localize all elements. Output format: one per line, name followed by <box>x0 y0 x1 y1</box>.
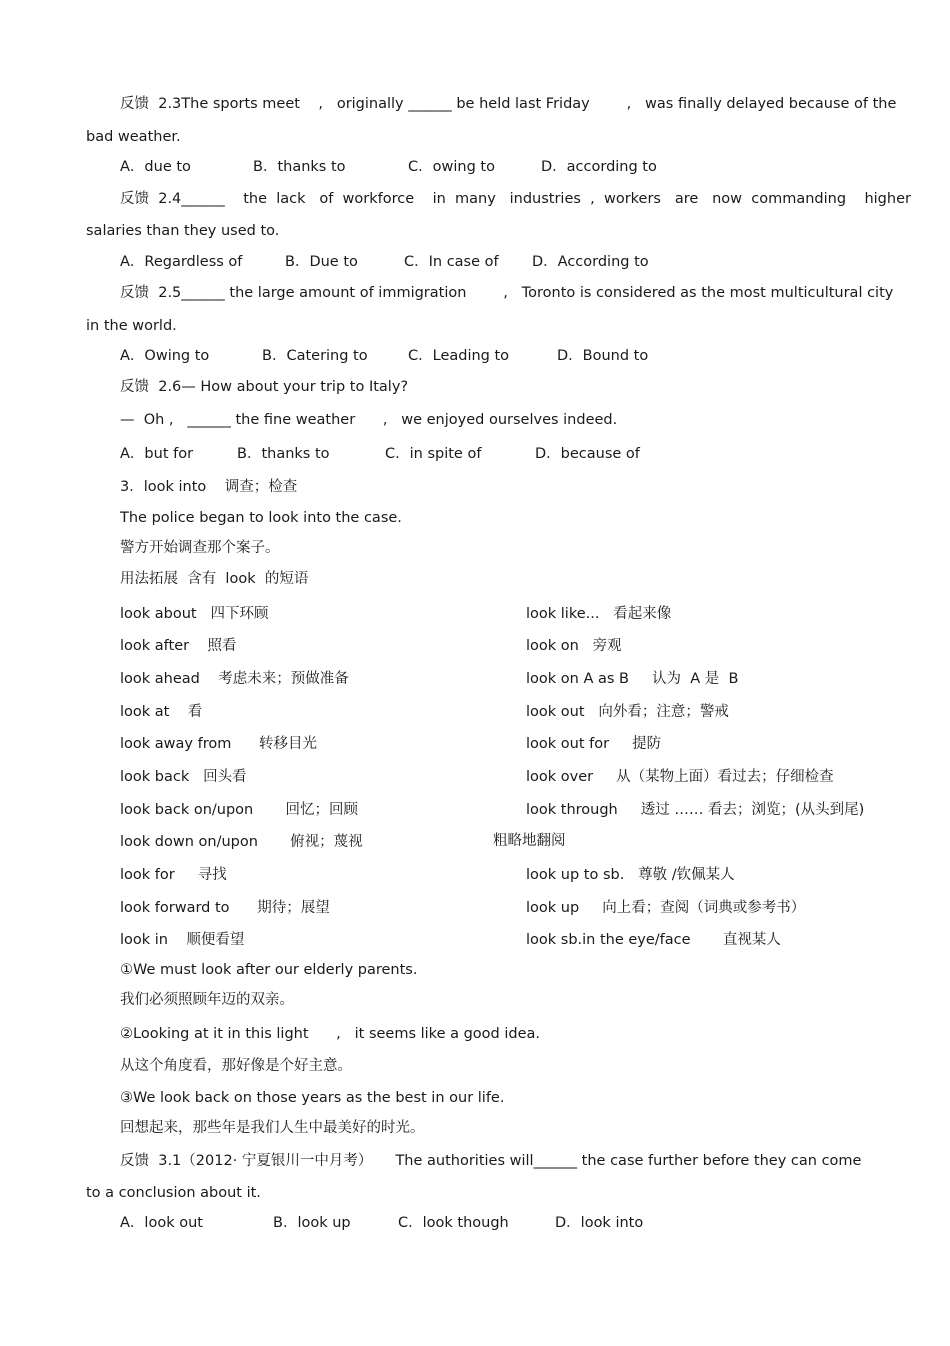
option-c: C．owing to <box>408 159 495 175</box>
phrase-item: look forward to 期待；展望 <box>120 900 330 916</box>
phrase-item: look up 向上看；查阅（词典或参考书） <box>526 900 806 916</box>
phrase-item: look about 四下环顾 <box>120 606 269 622</box>
example-translation: 警方开始调查那个案子。 <box>120 540 280 556</box>
question-2-6-reply: — Oh , ______ the fine weather , we enjoyed ourselves indeed. <box>120 412 618 428</box>
phrase-item: look out for 提防 <box>526 736 662 752</box>
phrase-item: look on A as B 认为 A 是 B <box>526 671 739 687</box>
phrase-item: look on 旁观 <box>526 638 622 654</box>
question-2-3-stem-cont: bad weather. <box>86 129 181 145</box>
phrase-item: look at 看 <box>120 704 203 720</box>
option-c: C．look though <box>398 1215 509 1231</box>
question-2-6-stem: 反馈 2.6— How about your trip to Italy? <box>120 379 409 395</box>
phrase-item: look up to sb. 尊敬 /钦佩某人 <box>526 867 735 883</box>
option-b: B．Due to <box>285 254 358 270</box>
phrase-item: look out 向外看；注意；警戒 <box>526 704 729 720</box>
option-d: D．according to <box>541 159 657 175</box>
option-b: B．look up <box>273 1215 351 1231</box>
option-a: A．but for <box>120 446 194 462</box>
question-2-5-stem-cont: in the world. <box>86 318 177 334</box>
option-b: B．thanks to <box>237 446 330 462</box>
option-a: A．Owing to <box>120 348 210 364</box>
phrase-item-cont: 粗略地翻阅 <box>493 833 566 849</box>
example-translation: 从这个角度看，那好像是个好主意。 <box>120 1058 352 1074</box>
example-translation: 我们必须照顾年迈的双亲。 <box>120 992 294 1008</box>
question-2-5-stem: 反馈 2.5______ the large amount of immigration , Toronto is considered as the most multicultural city <box>120 285 894 301</box>
option-d: D．because of <box>535 446 640 462</box>
phrase-item: look through 透过 …… 看去；浏览；(从头到尾) <box>526 802 865 818</box>
question-2-3-stem: 反馈 2.3The sports meet , originally ______ be held last Friday , was finally delayed because of the <box>120 96 897 112</box>
example-sentence: The police began to look into the case. <box>120 510 402 526</box>
phrase-item: look away from 转移目光 <box>120 736 317 752</box>
phrase-item: look in 顺便看望 <box>120 932 245 948</box>
phrase-item: look back 回头看 <box>120 769 247 785</box>
phrase-item: look ahead 考虑未来；预做准备 <box>120 671 349 687</box>
phrase-item: look over 从（某物上面）看过去；仔细检查 <box>526 769 834 785</box>
option-a: A．look out <box>120 1215 203 1231</box>
option-b: B．Catering to <box>262 348 368 364</box>
question-3-1-stem-cont: to a conclusion about it. <box>86 1185 261 1201</box>
option-a: A．due to <box>120 159 191 175</box>
option-d: D．According to <box>532 254 649 270</box>
question-2-4-stem-cont: salaries than they used to. <box>86 223 280 239</box>
usage-extension-title: 用法拓展 含有 look 的短语 <box>120 571 309 587</box>
option-d: D．Bound to <box>557 348 649 364</box>
option-d: D．look into <box>555 1215 644 1231</box>
phrase-item: look sb.in the eye/face 直视某人 <box>526 932 781 948</box>
question-3-1-stem: 反馈 3.1（2012· 宁夏银川一中月考） The authorities will______ the case further before they can come <box>120 1153 862 1169</box>
phrase-item: look for 寻找 <box>120 867 227 883</box>
phrase-item: look back on/upon 回忆；回顾 <box>120 802 359 818</box>
option-c: C．in spite of <box>385 446 482 462</box>
example-sentence: ①We must look after our elderly parents. <box>120 962 418 978</box>
phrase-item: look down on/upon 俯视；蔑视 <box>120 834 363 850</box>
example-sentence: ②Looking at it in this light , it seems like a good idea. <box>120 1026 540 1042</box>
option-c: C．In case of <box>404 254 499 270</box>
example-translation: 回想起来，那些年是我们人生中最美好的时光。 <box>120 1120 425 1136</box>
option-a: A．Regardless of <box>120 254 243 270</box>
option-b: B．thanks to <box>253 159 346 175</box>
question-2-4-stem: 反馈 2.4______ the lack of workforce in many industries , workers are now commanding higher <box>120 191 911 207</box>
option-c: C．Leading to <box>408 348 510 364</box>
section-heading: 3．look into 调查；检查 <box>120 479 298 495</box>
phrase-item: look after 照看 <box>120 638 237 654</box>
example-sentence: ③We look back on those years as the best in our life. <box>120 1090 505 1106</box>
phrase-item: look like... 看起来像 <box>526 606 672 622</box>
